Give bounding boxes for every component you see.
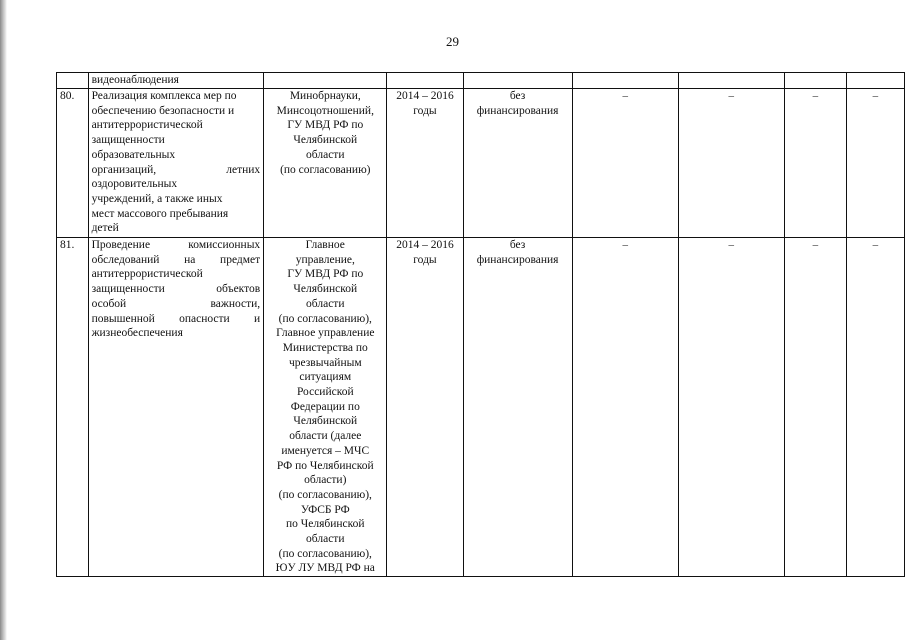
cell-value: – bbox=[846, 89, 904, 238]
table-row bbox=[57, 89, 905, 238]
text-line: 2014 – 2016 bbox=[396, 239, 454, 251]
text-line: обследований на предмет bbox=[91, 253, 261, 266]
cell-value: – bbox=[784, 238, 846, 577]
text-line: оздоровительных bbox=[91, 178, 178, 191]
cell-executor bbox=[264, 73, 387, 89]
text-line: особой важности, bbox=[91, 297, 261, 310]
cell-measure-name bbox=[88, 89, 264, 238]
text-line: Министерства по bbox=[282, 341, 368, 354]
text-line: ситуациям bbox=[299, 371, 352, 384]
cell-executor bbox=[264, 238, 387, 577]
text-line: РФ по Челябинской bbox=[276, 459, 374, 472]
text-line: Реализация комплекса мер по bbox=[91, 90, 237, 102]
text-line: Челябинской bbox=[293, 415, 358, 428]
text-line: (по согласованию), bbox=[278, 488, 372, 501]
text-line: управление, bbox=[295, 253, 355, 266]
cell-value bbox=[678, 73, 784, 89]
text-line: Минсоцотношений, bbox=[276, 104, 374, 117]
measures-table bbox=[56, 72, 905, 577]
cell-value bbox=[784, 73, 846, 89]
text-line: Минобрнауки, bbox=[289, 90, 361, 102]
text-line: детей bbox=[91, 222, 119, 235]
page-number: 29 bbox=[446, 34, 459, 49]
table-row-continued bbox=[57, 73, 905, 89]
cell-period bbox=[387, 89, 463, 238]
text-line: антитеррористической bbox=[91, 268, 203, 281]
cell-period bbox=[387, 73, 463, 89]
text-line: антитеррористической bbox=[91, 119, 203, 132]
cell-number: 81. bbox=[57, 238, 89, 577]
text-line: ГУ МВД РФ по bbox=[287, 268, 364, 281]
text-line: области bbox=[306, 533, 345, 546]
cell-value: – bbox=[678, 238, 784, 577]
text-line: Челябинской bbox=[293, 134, 358, 147]
text-line: организаций, летних bbox=[91, 163, 261, 176]
cell-value: – bbox=[846, 238, 904, 577]
text-line: Главное bbox=[305, 239, 345, 251]
text-line: финансирования bbox=[476, 104, 559, 117]
text-line: области bbox=[306, 148, 345, 161]
text-line: жизнеобеспечения bbox=[91, 327, 183, 340]
cell-funding bbox=[463, 73, 572, 89]
text-line: Федерации по bbox=[290, 400, 360, 413]
text-line: образовательных bbox=[91, 148, 176, 161]
text-line: УФСБ РФ bbox=[300, 503, 350, 516]
text-line: области bbox=[306, 297, 345, 310]
text-line: повышенной опасности и bbox=[91, 312, 261, 325]
text-line: защищенности bbox=[91, 134, 165, 147]
text-line: именуется – МЧС bbox=[281, 444, 370, 457]
cell-value bbox=[572, 73, 678, 89]
text-line: области (далее bbox=[289, 430, 362, 443]
cell-value bbox=[846, 73, 904, 89]
cell-number: 80. bbox=[57, 89, 89, 238]
text-line: (по согласованию), bbox=[278, 547, 372, 560]
text-line: обеспечению безопасности и bbox=[91, 104, 235, 117]
text-line: Главное управление bbox=[276, 327, 375, 340]
cell-funding bbox=[463, 89, 572, 238]
scan-edge-shadow bbox=[0, 0, 7, 640]
cell-value: – bbox=[678, 89, 784, 238]
cell-value: – bbox=[784, 89, 846, 238]
text-line: годы bbox=[413, 104, 437, 117]
text-line: учреждений, а также иных bbox=[91, 192, 223, 205]
cell-measure-name: видеонаблюдения bbox=[88, 73, 264, 89]
cell-value: – bbox=[572, 89, 678, 238]
text-line: (по согласованию), bbox=[278, 312, 372, 325]
cell-executor bbox=[264, 89, 387, 238]
text-line: ЮУ ЛУ МВД РФ на bbox=[275, 562, 375, 575]
text-line: по Челябинской bbox=[286, 518, 365, 531]
text-line: чрезвычайным bbox=[288, 356, 362, 369]
table-row bbox=[57, 238, 905, 577]
text-line: Челябинской bbox=[293, 283, 358, 296]
text-line: без bbox=[509, 239, 526, 251]
text-line: мест массового пребывания bbox=[91, 207, 229, 220]
text-line: защищенности объектов bbox=[91, 283, 261, 296]
cell-number bbox=[57, 73, 89, 89]
text-line: ГУ МВД РФ по bbox=[287, 119, 364, 132]
text-line: 2014 – 2016 bbox=[396, 90, 454, 102]
text-line: годы bbox=[413, 253, 437, 266]
text-line: без bbox=[509, 90, 526, 102]
text-line: Проведение комиссионных bbox=[91, 239, 261, 251]
cell-period bbox=[387, 238, 463, 577]
cell-funding bbox=[463, 238, 572, 577]
text-line: Российской bbox=[296, 386, 354, 399]
cell-measure-name bbox=[88, 238, 264, 577]
text-line: области) bbox=[304, 474, 347, 487]
cell-value: – bbox=[572, 238, 678, 577]
text-line: финансирования bbox=[476, 253, 559, 266]
text-line: (по согласованию) bbox=[280, 163, 371, 176]
